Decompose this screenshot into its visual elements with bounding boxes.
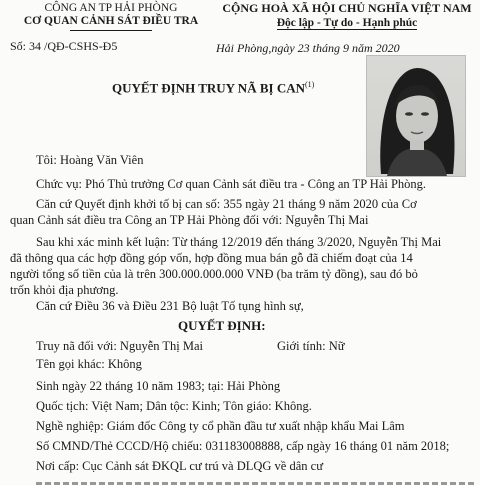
national-motto-text: Độc lập - Tự do - Hạnh phúc	[276, 17, 418, 29]
gender: Giới tính: Nữ	[277, 339, 345, 353]
document-date: Hải Phòng,ngày 23 tháng 9 năm 2020	[216, 41, 400, 55]
header-right	[214, 2, 480, 30]
basis-line-2: quan Cảnh sát điều tra Công an TP Hải Phòng đối với: Nguyễn Thị Mai	[10, 213, 369, 227]
header-left	[6, 2, 216, 31]
national-motto	[214, 17, 480, 30]
document-number: Số: 34 /QĐ-CSHS-Đ5	[10, 39, 118, 53]
header-left-rule	[70, 30, 152, 31]
facts-line-1: Sau khi xác minh kết luận: Từ tháng 12/2019 đến tháng 3/2020, Nguyễn Thị Mai	[36, 235, 442, 249]
facts-line-2: đã thông qua các hợp đồng góp vốn, hợp đồng mua bán gỗ đã chiếm đoạt của 14	[10, 251, 413, 265]
document-title	[112, 80, 314, 96]
document-title-text: QUYẾT ĐỊNH TRUY NÃ BỊ CAN	[112, 80, 305, 96]
id-issued-place: Nơi cấp: Cục Cảnh sát ĐKQL cư trú và DLQG về dân cư	[36, 459, 323, 473]
decision-heading: QUYẾT ĐỊNH:	[178, 318, 266, 333]
issuer-name: Tôi: Hoàng Văn Viên	[36, 153, 144, 167]
cutoff-line	[36, 479, 476, 485]
agency-name: CÔNG AN TP HẢI PHÒNG	[44, 2, 178, 14]
facts-line-4: trốn khỏi địa phương.	[10, 283, 119, 297]
issuer-position: Chức vụ: Phó Thủ trưởng Cơ quan Cảnh sát điều tra - Công an TP Hải Phòng.	[36, 177, 427, 191]
office-name: CƠ QUAN CẢNH SÁT ĐIỀU TRA	[23, 15, 199, 27]
occupation: Nghề nghiệp: Giám đốc Công ty cổ phần đầu tư xuất nhập khẩu Mai Lâm	[36, 419, 405, 433]
birth-info: Sinh ngày 22 tháng 10 năm 1983; tại: Hải Phòng	[36, 379, 281, 393]
suspect-photo	[366, 55, 466, 177]
id-document: Số CMND/Thẻ CCCD/Hộ chiếu: 031183008888, cấp ngày 16 tháng 01 năm 2018;	[36, 439, 450, 453]
portrait-photo-icon	[367, 56, 465, 176]
basis-line-1: Căn cứ Quyết định khởi tố bị can số: 355 ngày 21 tháng 9 năm 2020 của Cơ	[36, 197, 417, 211]
title-footnote-mark: (1)	[304, 80, 315, 89]
nationality-info: Quốc tịch: Việt Nam; Dân tộc: Kinh; Tôn giáo: Không.	[36, 399, 312, 413]
alias: Tên gọi khác: Không	[36, 357, 142, 371]
nation-name: CỘNG HOÀ XÃ HỘI CHỦ NGHĨA VIỆT NAM	[222, 1, 472, 15]
facts-line-3: người tổng số tiền của là trên 300.000.000.000 VNĐ (ba trăm tỷ đồng), sau đó bỏ	[10, 267, 418, 281]
wanted-person: Truy nã đối với: Nguyễn Thị Mai	[36, 339, 204, 353]
legal-basis: Căn cứ Điều 36 và Điều 231 Bộ luật Tố tụng hình sự,	[36, 299, 304, 313]
